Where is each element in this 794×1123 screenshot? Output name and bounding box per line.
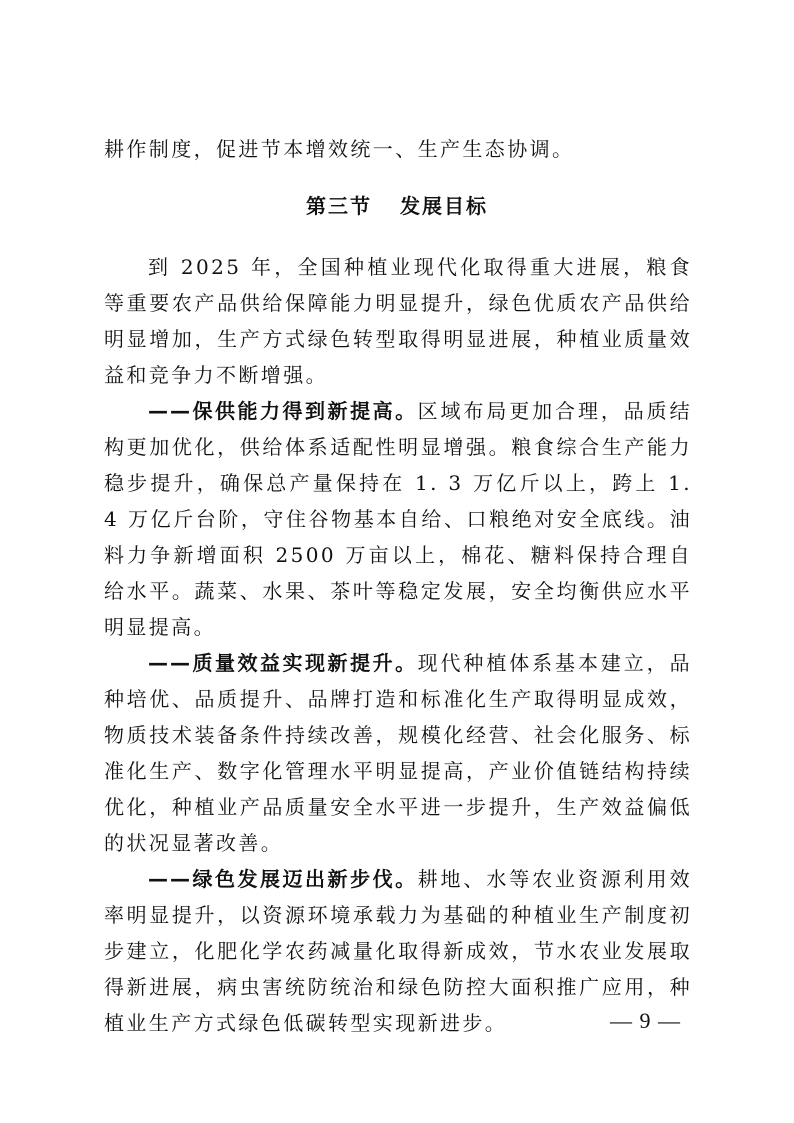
- goal-lead-green: ——绿色发展迈出新步伐。: [148, 867, 418, 891]
- goal-lead-quality: ——质量效益实现新提升。: [148, 651, 418, 675]
- section-number: 第三节: [306, 194, 372, 218]
- goal-text-green: 耕地、水等农业资源利用效率明显提升，以资源环境承载力为基础的种植业生产制度初步建立，化肥化学农药减量化取得新成效，节水农业发展取得新进展，病虫害统防统治和绿色防控大面积推广应用，种植业生产方式绿色低碳转型实现新进步。: [104, 867, 692, 1035]
- goal-paragraph-supply: [104, 393, 692, 645]
- goal-text-quality: 现代种植体系基本建立，品种培优、品质提升、品牌打造和标准化生产取得明显成效，物质技术装备条件持续改善，规模化经营、社会化服务、标准化生产、数字化管理水平明显提高，产业价值链结构持续优化，种植业产品质量安全水平进一步提升，生产效益偏低的状况显著改善。: [104, 651, 692, 855]
- goal-paragraph-quality: [104, 645, 692, 861]
- goal-lead-supply: ——保供能力得到新提高。: [148, 399, 418, 423]
- goal-paragraph-green: [104, 861, 692, 1041]
- intro-paragraph: 到 2025 年，全国种植业现代化取得重大进展，粮食等重要农产品供给保障能力明显提升，绿色优质农产品供给明显增加，生产方式绿色转型取得明显进展，种植业质量效益和竞争力不断增强。: [104, 255, 692, 387]
- main-body: [104, 249, 692, 1041]
- continuation-paragraph: 耕作制度，促进节本增效统一、生产生态协调。: [104, 137, 575, 161]
- goal-text-supply: 区域布局更加合理，品质结构更加优化，供给体系适配性明显增强。粮食综合生产能力稳步提升，确保总产量保持在 1. 3 万亿斤以上，跨上 1. 4 万亿斤台阶，守住谷物基本自给、口粮绝对安全底线。油料力争新增面积 2500 万亩以上，棉花、糖料保持合理自给水平。蔬菜、水果、茶叶等稳定发展，安全均衡供应水平明显提高。: [104, 399, 692, 639]
- section-heading: [0, 190, 794, 219]
- section-title: 发展目标: [400, 194, 488, 218]
- page-number: — 9 —: [610, 1008, 681, 1033]
